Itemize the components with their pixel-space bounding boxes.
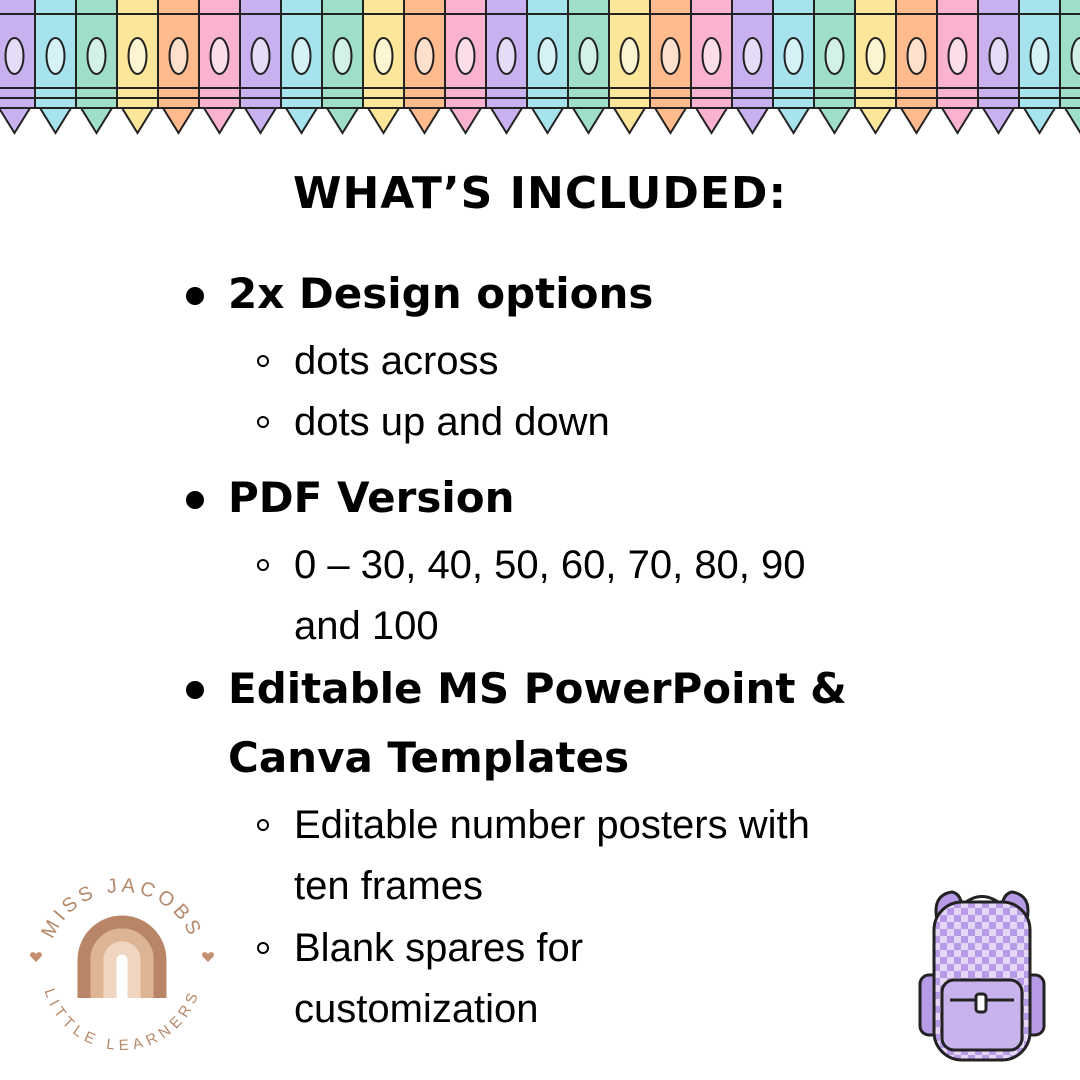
sub-bullet-ring [257, 942, 269, 954]
subitem-dots-up-down: dots up and down [294, 400, 610, 444]
crayon [117, 0, 158, 133]
crayon [76, 0, 117, 133]
crayon [732, 0, 773, 133]
heart-icon [30, 952, 42, 962]
crayon [896, 0, 937, 133]
sub-bullet-ring [257, 416, 269, 428]
crayon [158, 0, 199, 133]
subitem-number-range: 0 – 30, 40, 50, 60, 70, 80, 90 [294, 543, 806, 587]
crayon [568, 0, 609, 133]
subitem-blank-spares-cont: customization [294, 987, 539, 1031]
crayon [937, 0, 978, 133]
item-editable-templates: Editable MS PowerPoint & [228, 664, 847, 713]
crayon [240, 0, 281, 133]
crayon [855, 0, 896, 133]
crayon-border [0, 0, 1080, 136]
crayon [773, 0, 814, 133]
crayon [0, 0, 35, 133]
logo-bottom-text: LITTLE LEARNERS [40, 986, 204, 1055]
rainbow-icon [84, 922, 160, 998]
sub-bullet-ring [257, 819, 269, 831]
sub-bullet-ring [257, 355, 269, 367]
crayon [199, 0, 240, 133]
crayon [322, 0, 363, 133]
subitem-dots-across: dots across [294, 339, 499, 383]
crayon [363, 0, 404, 133]
crayon [527, 0, 568, 133]
logo-top-text: MISS JACOBS [37, 874, 207, 942]
crayon [35, 0, 76, 133]
crayon [691, 0, 732, 133]
item-design-options: 2x Design options [228, 269, 654, 318]
sub-bullet-ring [257, 559, 269, 571]
crayon [445, 0, 486, 133]
heart-icon [202, 952, 214, 962]
crayon [814, 0, 855, 133]
crayon [1019, 0, 1060, 133]
crayon [978, 0, 1019, 133]
crayon [486, 0, 527, 133]
crayon [609, 0, 650, 133]
miss-jacobs-logo [22, 858, 222, 1058]
subitem-number-posters: Editable number posters with [294, 803, 810, 847]
crayon [281, 0, 322, 133]
bullet-dot [186, 491, 204, 509]
bullet-dot [186, 287, 204, 305]
item-editable-templates-cont: Canva Templates [228, 733, 630, 782]
backpack-icon [912, 880, 1052, 1065]
subitem-number-posters-cont: ten frames [294, 864, 483, 908]
crayon [404, 0, 445, 133]
bullet-dot [186, 681, 204, 699]
crayon [650, 0, 691, 133]
item-pdf-version: PDF Version [228, 473, 515, 522]
crayon [1060, 0, 1080, 133]
page-title: WHAT’S INCLUDED: [292, 168, 788, 219]
subitem-blank-spares: Blank spares for [294, 926, 584, 970]
subitem-number-range-cont: and 100 [294, 604, 439, 648]
svg-text:LITTLE LEARNERS [41, 986, 204, 1054]
